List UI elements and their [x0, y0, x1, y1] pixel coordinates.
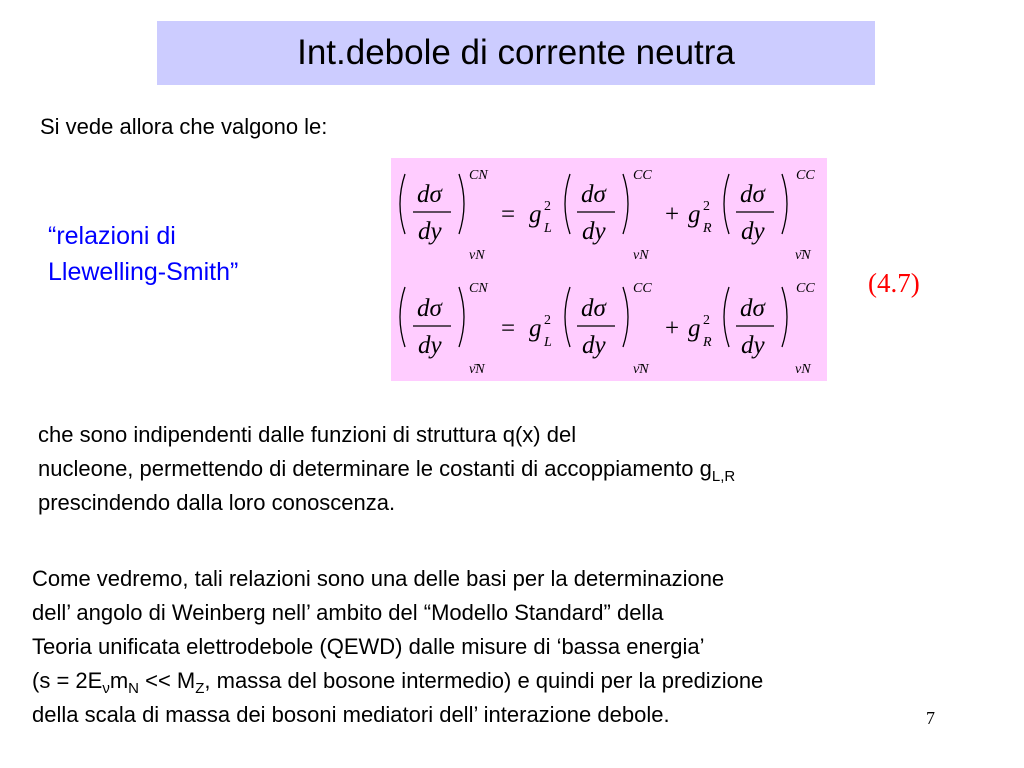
- equation-number: (4.7): [868, 268, 920, 298]
- title-banner: [157, 21, 875, 85]
- paragraph-2: [32, 562, 763, 732]
- paragraph-2-line1: Come vedremo, tali relazioni sono una delle basi per la determinazione: [32, 566, 725, 591]
- superscript-cc: CC: [633, 168, 652, 183]
- plus-sign: +: [665, 315, 680, 342]
- right-paren: [459, 287, 464, 347]
- left-paren: [724, 174, 729, 234]
- numerator-dsigma: dσ: [417, 295, 442, 322]
- superscript-cc: CC: [633, 281, 652, 296]
- square-exponent: 2: [544, 199, 551, 214]
- subscript-n: N: [128, 680, 139, 697]
- superscript-cc: CC: [796, 168, 815, 183]
- left-paren: [724, 287, 729, 347]
- square-exponent: 2: [703, 313, 710, 328]
- right-paren: [782, 287, 787, 347]
- superscript-cn: CN: [469, 168, 488, 183]
- paragraph-1: [38, 418, 735, 520]
- left-paren: [400, 174, 405, 234]
- left-paren: [565, 174, 570, 234]
- relations-label: [48, 218, 238, 290]
- superscript-cc: CC: [796, 281, 815, 296]
- numerator-dsigma: dσ: [581, 181, 606, 208]
- denominator-dy: dy: [418, 332, 442, 359]
- right-paren: [782, 174, 787, 234]
- paragraph-2-line3: Teoria unificata elettrodebole (QEWD) dalle misure di ‘bassa energia’: [32, 634, 705, 659]
- right-paren: [623, 287, 628, 347]
- subscript-z: Z: [195, 680, 205, 697]
- equations-svg: [391, 158, 827, 381]
- numerator-dsigma: dσ: [740, 295, 765, 322]
- left-paren: [565, 287, 570, 347]
- mass-symbol: m: [109, 668, 129, 693]
- subscript-r: R: [703, 335, 712, 350]
- page-number: 7: [926, 708, 935, 728]
- equation-2: [400, 281, 815, 377]
- subscript-r: R: [703, 221, 712, 236]
- right-paren: [623, 174, 628, 234]
- relations-label-line2: Llewelling-Smith”: [48, 258, 239, 286]
- coupling-g: g: [529, 315, 542, 342]
- left-paren: [400, 287, 405, 347]
- subscript-l: L: [544, 335, 552, 350]
- subscript-nu: ν: [102, 680, 110, 697]
- paragraph-1-line1: che sono indipendenti dalle funzioni di struttura q(x) del: [38, 422, 577, 447]
- numerator-dsigma: dσ: [740, 181, 765, 208]
- plus-sign: +: [665, 201, 680, 228]
- equals-sign: =: [501, 201, 516, 228]
- subscript-nubar-n: ν̄N: [633, 362, 649, 377]
- denominator-dy: dy: [741, 332, 765, 359]
- coupling-g: g: [688, 201, 701, 228]
- numerator-dsigma: dσ: [417, 181, 442, 208]
- denominator-dy: dy: [582, 332, 606, 359]
- right-paren: [459, 174, 464, 234]
- equation-box: [391, 158, 827, 381]
- subscript-nubar-n: ν̄N: [469, 362, 485, 377]
- energy-formula-start: (s = 2E: [32, 668, 103, 693]
- coupling-g: g: [688, 315, 701, 342]
- equals-sign: =: [501, 315, 516, 342]
- paragraph-2-line4: [32, 664, 763, 698]
- subscript-nubar-n: ν̄N: [795, 248, 811, 263]
- intro-text: Si vede allora che valgono le:: [40, 114, 328, 139]
- paragraph-2-line5: della scala di massa dei bosoni mediatori dell’ interazione debole.: [32, 702, 670, 727]
- square-exponent: 2: [544, 313, 551, 328]
- paragraph-1-line2-text: nucleone, permettendo di determinare le costanti di accoppiamento g: [38, 456, 712, 481]
- coupling-g: g: [529, 201, 542, 228]
- subscript-nu-n: νN: [795, 362, 811, 377]
- superscript-cn: CN: [469, 281, 488, 296]
- denominator-dy: dy: [582, 218, 606, 245]
- subscript-nu-n: νN: [633, 248, 649, 263]
- subscript-nu-n: νN: [469, 248, 485, 263]
- relations-label-line1: “relazioni di: [48, 222, 176, 250]
- paragraph-2-line4-rest: , massa del bosone intermedio) e quindi per la predizione: [204, 668, 764, 693]
- paragraph-1-line2: [38, 452, 735, 486]
- numerator-dsigma: dσ: [581, 295, 606, 322]
- coupling-subscript: L,R: [711, 468, 736, 485]
- page-title: Int.debole di corrente neutra: [297, 33, 735, 72]
- denominator-dy: dy: [418, 218, 442, 245]
- subscript-l: L: [544, 221, 552, 236]
- denominator-dy: dy: [741, 218, 765, 245]
- paragraph-2-line2: dell’ angolo di Weinberg nell’ ambito del “Modello Standard” della: [32, 600, 664, 625]
- square-exponent: 2: [703, 199, 710, 214]
- equation-1: [400, 168, 815, 263]
- paragraph-1-line3: prescindendo dalla loro conoscenza.: [38, 490, 396, 515]
- mass-comparison: << M: [138, 668, 196, 693]
